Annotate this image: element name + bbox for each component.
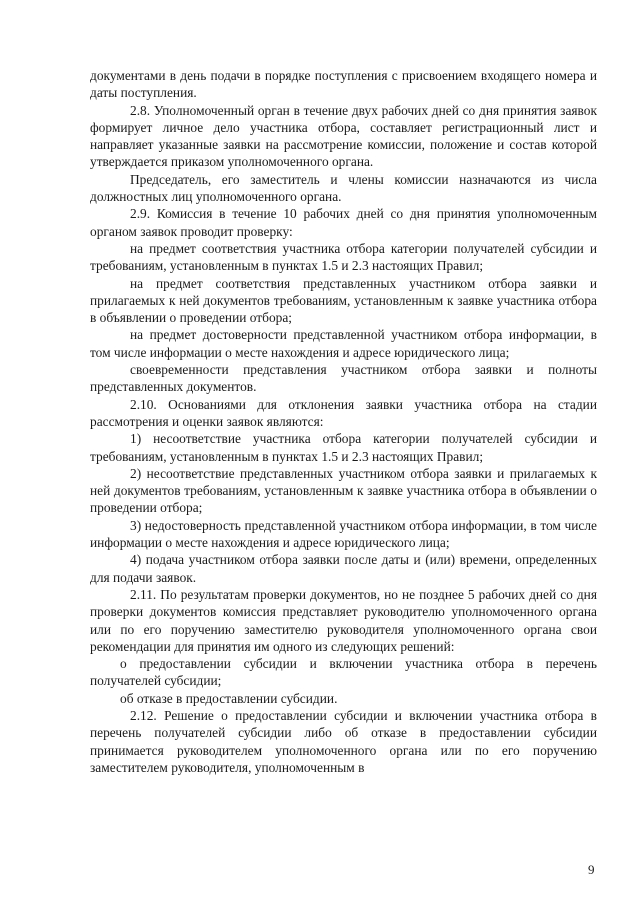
- paragraph-2-8: 2.8. Уполномоченный орган в течение двух рабочих дней со дня принятия заявок формирует личное дело участника отбора, составляет регистрационный лист и направляет указанные заявки на рассмотрение комиссии, положение и состав которой утверждается приказом уполномоченного органа.: [90, 102, 597, 170]
- paragraph-check-category: на предмет соответствия участника отбора категории получателей субсидии и требованиям, установленным в пунктах 1.5 и 2.3 настоящих Правил;: [90, 240, 597, 274]
- paragraph-decision-grant: о предоставлении субсидии и включении участника отбора в перечень получателей субсидии;: [90, 656, 597, 689]
- paragraph-ground-3: 3) недостоверность представленной участником отбора информации, в том числе информации о месте нахождения и адресе юридического лица;: [90, 517, 597, 551]
- paragraph-ground-1: 1) несоответствие участника отбора категории получателей субсидии и требованиям, установленным в пунктах 1.5 и 2.3 настоящих Правил;: [90, 431, 597, 464]
- paragraph-2-10: 2.10. Основаниями для отклонения заявки участника отбора на стадии рассмотрения и оценки заявок являются:: [90, 396, 597, 429]
- paragraph-check-documents: на предмет соответствия представленных участником отбора заявки и прилагаемых к ней документов требованиям, установленным к заявке участника отбора в объявлении о проведении отбора;: [90, 275, 597, 326]
- paragraph-ground-2: 2) несоответствие представленных участником отбора заявки и прилагаемых к ней документов требованиям, установленным к заявке участника отбора в объявлении о проведении отбора;: [90, 465, 597, 516]
- paragraph-2-11: 2.11. По результатам проверки документов, но не позднее 5 рабочих дней со дня проверки документов комиссия представляет руководителю уполномоченного органа или по его поручению заместителю руководителя уполномоченного органа свои рекомендации для принятия им одного из следующих решений:: [90, 586, 597, 654]
- paragraph-decision-refuse: об отказе в предоставлении субсидии.: [120, 690, 338, 706]
- paragraph-chairman: Председатель, его заместитель и члены комиссии назначаются из числа должностных лиц уполномоченного органа.: [90, 171, 597, 205]
- paragraph-check-timeliness: своевременности представления участником отбора заявки и полноты представленных документов.: [90, 362, 597, 395]
- paragraph-check-reliability: на предмет достоверности представленной участником отбора информации, в том числе информации о месте нахождения и адресе юридического лица;: [90, 327, 597, 360]
- paragraph-ground-4: 4) подача участником отбора заявки после даты и (или) времени, определенных для подачи заявок.: [90, 552, 597, 585]
- paragraph-2-12: 2.12. Решение о предоставлении субсидии и включении участника отбора в перечень получателей субсидии либо об отказе в предоставлении субсидии принимается руководителем уполномоченного органа или по его поручению заместителем руководителя, уполномоченным в: [90, 707, 597, 775]
- document-body: [90, 67, 597, 776]
- page-number: 9: [588, 862, 595, 877]
- paragraph-continuation: документами в день подачи в порядке поступления с присвоением входящего номера и даты поступления.: [90, 68, 597, 101]
- paragraph-2-9: 2.9. Комиссия в течение 10 рабочих дней со дня принятия уполномоченным органом заявок проводит проверку:: [90, 206, 597, 239]
